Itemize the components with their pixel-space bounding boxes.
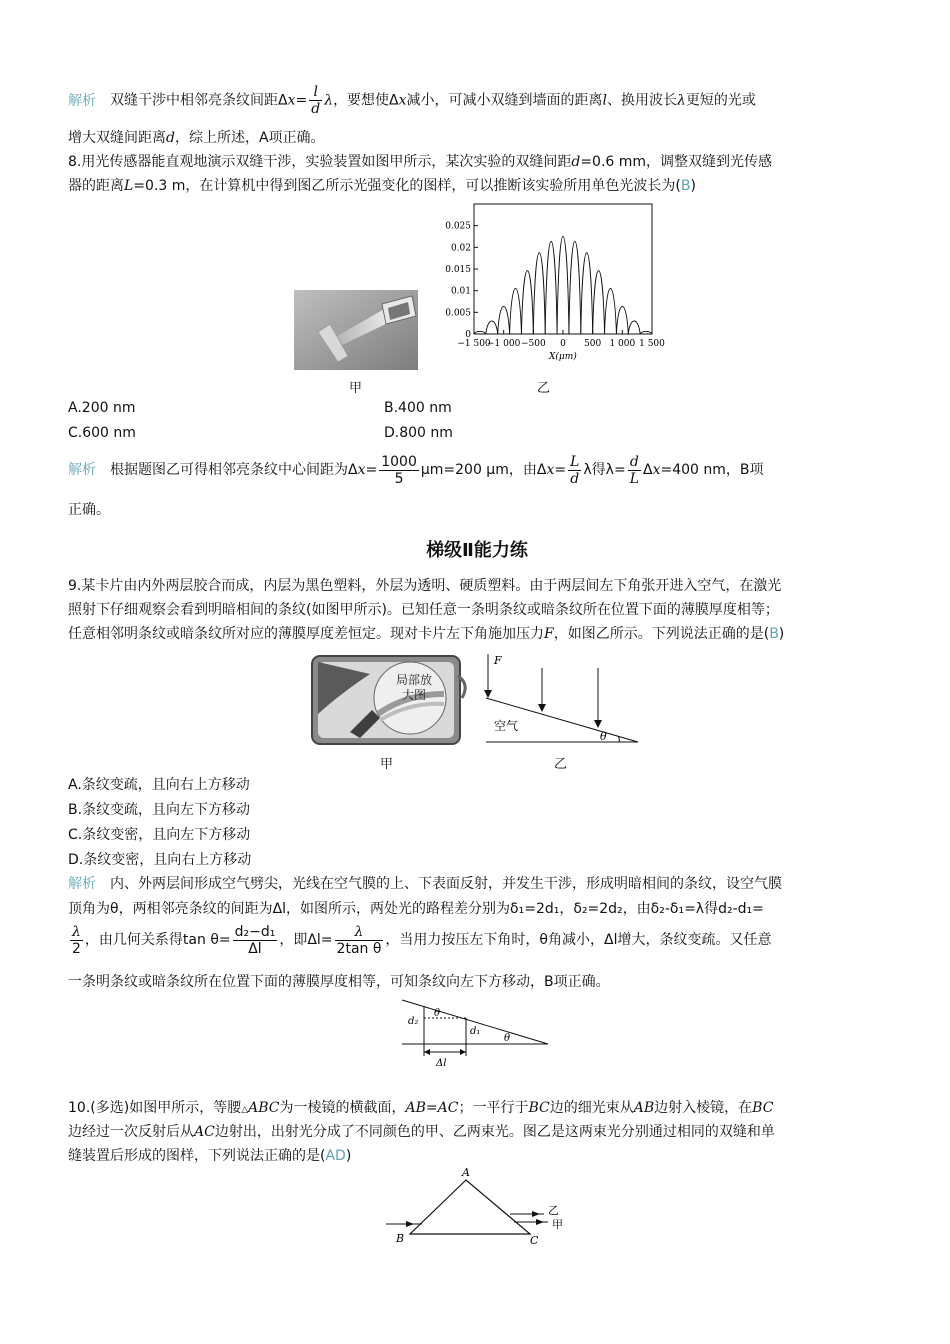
option-a[interactable]: A.200 nm: [68, 400, 136, 416]
fringe-peak: [569, 241, 581, 334]
fringe-peak: [557, 237, 569, 335]
section-title: 梯级Ⅱ能力练: [426, 540, 528, 561]
q9-stem: 9.某卡片由内外两层胶合而成，内层为黑色塑料，外层为透明、硬质塑料。由于两层间左下角张开进入空气，在激光: [68, 578, 782, 594]
x-tick-label: 0: [560, 339, 566, 349]
x-tick-label: −1 500: [457, 339, 491, 349]
analysis-label: 解析: [68, 92, 96, 109]
y-tick-label: 0: [465, 330, 471, 340]
theta-label-top: θ: [434, 1008, 441, 1019]
fringe-peak: [628, 321, 640, 334]
d2-label: d₂: [408, 1016, 419, 1027]
figure-caption-yi: 乙: [554, 757, 568, 772]
y-tick-label: 0.015: [445, 265, 471, 275]
fringe-peak: [486, 321, 498, 334]
fringe-peak: [593, 271, 605, 334]
q9-stem-line2: 照射下仔细观察会看到明暗相间的条纹(如图甲所示)。已知任意一条明条纹或暗条纹所在位置下面的薄膜厚度相等；: [68, 602, 779, 618]
x-axis-label: X(μm): [549, 352, 577, 362]
card-label-line1: 局部放: [396, 673, 433, 687]
vertex-a-label: A: [462, 1166, 470, 1179]
beam-jia-label: 甲: [552, 1218, 563, 1231]
fringe-peak: [498, 306, 510, 334]
q9-stem-line3: 任意相邻明条纹或暗条纹所对应的薄膜厚度差恒定。现对卡片左下角施加压力F，如图乙所示。下列说法正确的是(B): [68, 626, 785, 642]
q10-stem-line3: 缝装置后形成的图样，下列说法正确的是(AD): [68, 1148, 352, 1164]
answer: B: [680, 178, 691, 194]
fringe-peak: [533, 253, 545, 334]
q9-analysis-line2: 顶角为θ，两相邻亮条纹的间距为Δl，如图所示，两处光的路程差分别为δ₁=2d₁，δ₂=2d₂，由δ₂-δ₁=λ得d₂-d₁=: [68, 901, 764, 917]
q8-stem-line2: 器的距离L=0.3 m，在计算机中得到图乙所示光强变化的图样，可以推断该实验所用单色光波长为(B): [68, 178, 696, 194]
q8-analysis-line2: 正确。: [68, 502, 110, 518]
option-d[interactable]: D.条纹变密，且向右上方移动: [68, 852, 252, 868]
q9-analysis-line3: $\frac{\lambda}{2}$ ，由几何关系得tan θ= $\frac{\text{d₂−d₁}}{\Delta l}$ ，即Δl= $\frac{\lambda}{\text{2tan θ}}$ ，当用力按压左下角时，θ角减小，Δl增大，条纹变疏。又任意: [72, 923, 772, 957]
vertex-b-label: B: [396, 1232, 405, 1245]
fringe-peak: [510, 289, 522, 335]
delta-l-label: Δl: [436, 1058, 447, 1069]
option-c[interactable]: C.600 nm: [68, 425, 136, 441]
q8-stem: 8.用光传感器能直观地演示双缝干涉，实验装置如图甲所示，某次实验的双缝间距d=0.6 mm，调整双缝到光传感: [68, 154, 773, 170]
x-tick-label: 1 500: [639, 339, 665, 349]
q8-analysis: 解析 根据题图乙可得相邻亮条纹中心间距为Δx= $\frac{1000}{5}$ μm=200 μm，由Δx= $\frac{L}{d}$ λ得λ= $\frac{d}{L}$ Δx=400 nm，B项: [68, 453, 764, 487]
y-tick-label: 0.005: [445, 308, 471, 319]
vertex-c-label: C: [530, 1234, 539, 1246]
q9-analysis: 解析 内、外两层间形成空气劈尖，光线在空气膜的上、下表面反射，并发生干涉，形成明暗相间的条纹，设空气膜: [68, 876, 782, 892]
intensity-chart: [426, 198, 676, 370]
y-tick-label: 0.02: [450, 243, 471, 254]
q10-stem: 10.(多选)如图甲所示，等腰△ABC为一棱镜的横截面，AB=AC；一平行于BC边的细光束从AB边射入棱镜，在BC: [68, 1100, 774, 1116]
option-a[interactable]: A.条纹变疏，且向右上方移动: [68, 777, 250, 793]
prism-diagram: [382, 1166, 572, 1246]
q9-analysis-line4: 一条明条纹或暗条纹所在位置下面的薄膜厚度相等，可知条纹向左下方移动，B项正确。: [68, 974, 610, 990]
d1-label: d₁: [470, 1026, 481, 1037]
card-label-line2: 大图: [402, 688, 427, 702]
x-tick-label: 500: [584, 339, 602, 349]
card-photo: [310, 654, 472, 746]
plot-frame: [474, 204, 652, 334]
option-b[interactable]: B.条纹变疏，且向左下方移动: [68, 802, 251, 818]
x-tick-label: −1 000: [487, 339, 521, 349]
fringe-peak: [605, 289, 617, 335]
sensor-setup-photo: [294, 290, 418, 370]
fringe-peak: [616, 306, 628, 334]
fringe-peak: [581, 253, 593, 334]
q7-analysis-line2: 增大双缝间距离d，综上所述，A项正确。: [68, 130, 325, 146]
q10-stem-line2: 边经过一次反射后从AC边射出，出射光分成了不同颜色的甲、乙两束光。图乙是这两束光分别通过相同的双缝和单: [68, 1124, 775, 1140]
option-d[interactable]: D.800 nm: [384, 425, 453, 441]
fringe-peak: [545, 241, 557, 334]
figure-caption-jia: 甲: [380, 757, 394, 772]
x-tick-label: −500: [520, 339, 546, 349]
air-label: 空气: [494, 719, 519, 733]
option-b[interactable]: B.400 nm: [384, 400, 452, 416]
figure-caption-jia: 甲: [349, 381, 363, 396]
fraction: $\frac{l}{d}$: [311, 84, 321, 117]
y-tick-label: 0.01: [450, 286, 471, 297]
force-label: F: [494, 654, 502, 667]
theta-label: θ: [600, 730, 607, 743]
y-tick-label: 0.025: [445, 221, 471, 232]
air-wedge-geometry-diagram: [400, 996, 550, 1072]
beam-yi-label: 乙: [548, 1204, 559, 1217]
wedge-diagram: [480, 650, 642, 746]
theta-label-bottom: θ: [504, 1033, 511, 1044]
x-tick-label: 1 000: [609, 339, 636, 349]
fringe-peak: [521, 271, 533, 334]
option-c[interactable]: C.条纹变密，且向左下方移动: [68, 827, 251, 843]
q7-analysis: 解析 双缝干涉中相邻亮条纹间距Δx= $\frac{l}{d}$ λ，要想使Δx减小，可减小双缝到墙面的距离l、换用波长λ更短的光或: [68, 84, 756, 117]
figure-caption-yi: 乙: [537, 381, 551, 396]
